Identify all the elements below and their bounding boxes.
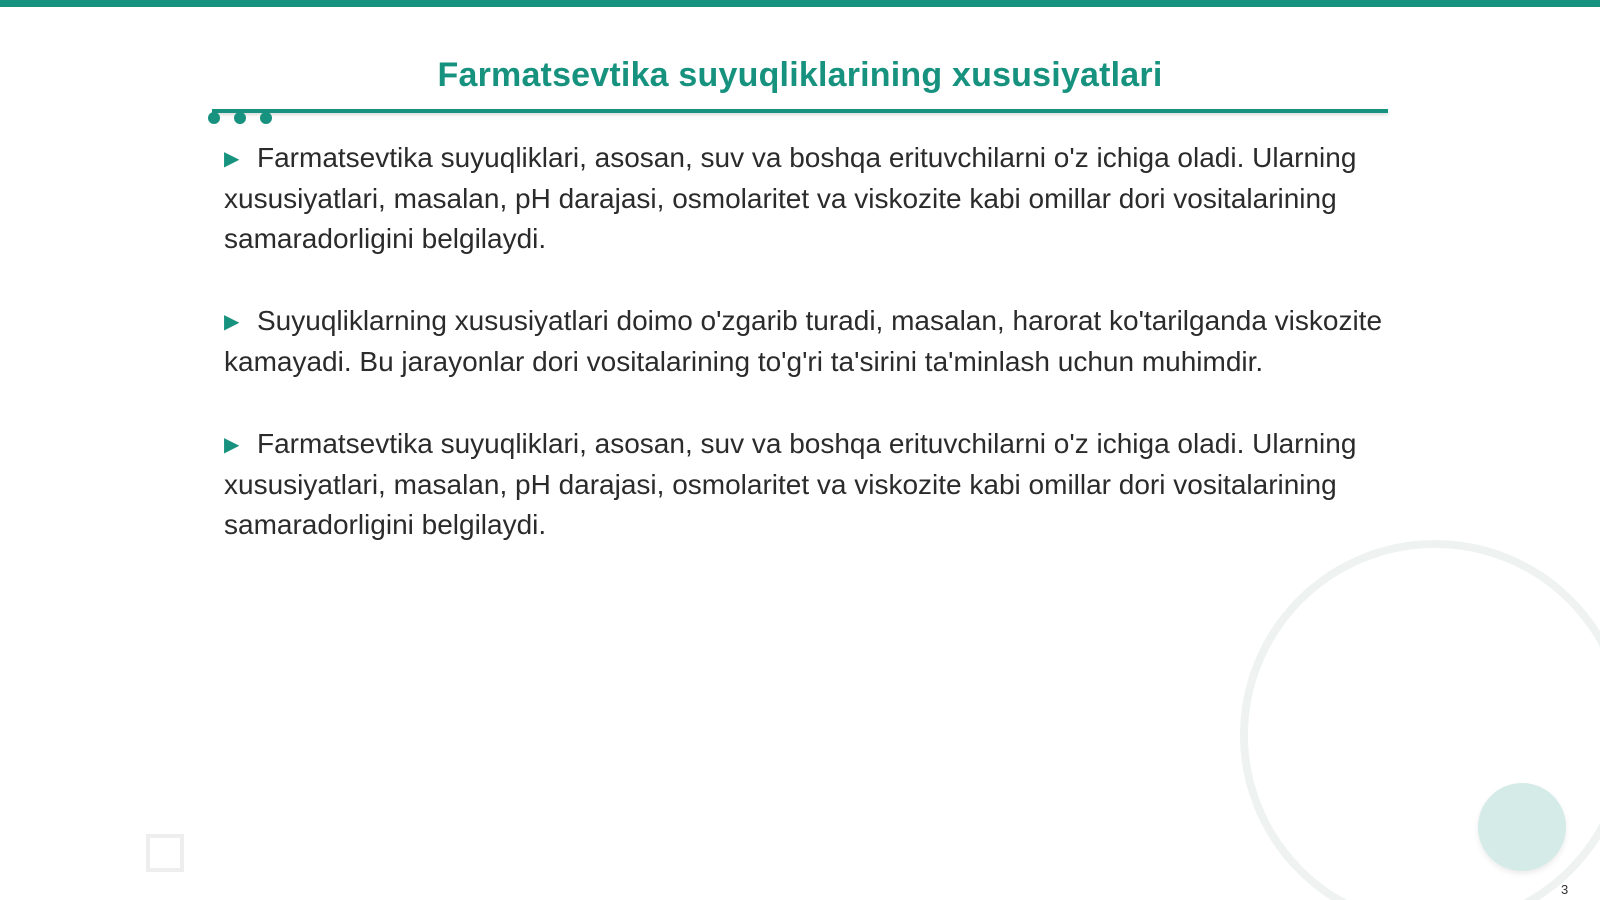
decorative-disc: [1478, 783, 1566, 871]
bullet-text: Suyuqliklarning xususiyatlari doimo o'zgarib turadi, masalan, harorat ko'tarilganda viskozite kamayadi. Bu jarayonlar dori vositalarining to'g'ri ta'sirini ta'minlash uchun muhimdir.: [224, 305, 1383, 377]
bullet-list: [224, 138, 1384, 587]
bullet-item: [224, 138, 1384, 259]
page-number: 3: [1561, 882, 1569, 897]
decorative-dot-icon: [260, 112, 272, 124]
decorative-square: [146, 834, 184, 872]
title-underline: [212, 109, 1388, 113]
triangle-bullet-icon: ▶: [224, 148, 240, 170]
slide-title: Farmatsevtika suyuqliklarining xususiyatlari: [437, 56, 1163, 94]
triangle-bullet-icon: ▶: [224, 434, 240, 456]
triangle-bullet-icon: ▶: [224, 311, 240, 333]
bullet-text: Farmatsevtika suyuqliklari, asosan, suv va boshqa erituvchilarni o'z ichiga oladi. Ularning xususiyatlari, masalan, pH darajasi, osmolaritet va viskozite kabi omillar dori vositalarining samaradorligini belgilaydi.: [224, 142, 1357, 254]
decorative-dot-icon: [234, 112, 246, 124]
decorative-dot-icon: [208, 112, 220, 124]
bullet-item: [224, 301, 1384, 382]
top-accent-bar: [0, 0, 1600, 7]
bullet-text: Farmatsevtika suyuqliklari, asosan, suv va boshqa erituvchilarni o'z ichiga oladi. Ularning xususiyatlari, masalan, pH darajasi, osmolaritet va viskozite kabi omillar dori vositalarining samaradorligini belgilaydi.: [224, 428, 1357, 540]
bullet-item: [224, 424, 1384, 545]
